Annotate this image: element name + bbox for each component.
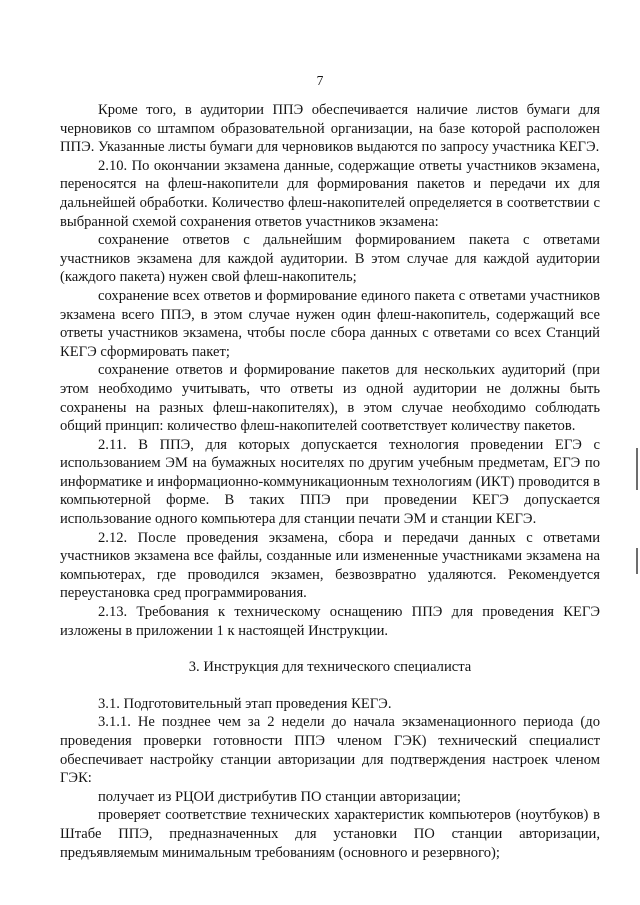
paragraph-multi-room-packets: сохранение ответов и формирование пакетов для нескольких аудиторий (при этом необходимо учитывать, что ответы из одной аудитории не должны быть сохранены на разных флеш-накопителях), в этом случае необходимо соблюдать общий принцип: количество флеш-накопителей соответствует количеству пакетов. [60, 362, 600, 435]
page-number: 7 [316, 73, 324, 88]
paragraph-3-1-1: 3.1.1. Не позднее чем за 2 недели до начала экзаменационного периода (до проведения проверки готовности ППЭ членом ГЭК) технический специалист обеспечивает настройку станции авторизации для подтверждения настроек членом ГЭК: [60, 714, 600, 787]
section-heading: 3. Инструкция для технического специалиста [188, 659, 472, 676]
paragraph-distribution: получает из РЦОИ дистрибутив ПО станции авторизации; [98, 788, 461, 805]
paragraph-single-packet: сохранение всех ответов и формирование единого пакета с ответами участников экзамена всего ППЭ, в этом случае нужен один флеш-накопитель, содержащий все ответы участников экзамена, чтобы после сбора данных с ответами со всех Станций КЕГЭ сформировать пакет; [60, 287, 600, 360]
paragraph-2-12: 2.12. После проведения экзамена, сбора и передачи данных с ответами участников экзамена все файлы, созданные или измененные участниками экзамена на компьютерах, где проводился экзамен, безвозвратно удаляются. Рекомендуется переустановка сред программирования. [60, 529, 600, 602]
paragraph-2-13: 2.13. Требования к техническому оснащению ППЭ для проведения КЕГЭ изложены в приложении 1 к настоящей Инструкции. [60, 604, 600, 639]
scan-edge-mark [636, 448, 638, 490]
paragraph-2-10: 2.10. По окончании экзамена данные, содержащие ответы участников экзамена, переносятся на флеш-накопители для формирования пакетов и передачи их для дальнейшей обработки. Количество флеш-накопителей определяется в соответствии с выбранной схемой сохранения ответов участников экзамена: [60, 157, 600, 230]
scan-edge-mark [636, 548, 638, 574]
document-body [60, 101, 600, 862]
paragraph-2-11: 2.11. В ППЭ, для которых допускается технология проведении ЕГЭ с использованием ЭМ на бумажных носителях по другим учебным предметам, ЕГЭ по информатике и информационно-коммуникационным технологиям (ИКТ) проводится в компьютерной форме. В таких ППЭ при проведении КЕГЭ допускается использование одного компьютера для станции печати ЭМ и станции КЕГЭ. [60, 436, 600, 528]
paragraph-hardware-check: проверяет соответствие технических характеристик компьютеров (ноутбуков) в Штабе ППЭ, предназначенных для установки ПО станции авторизации, предъявляемым минимальным требованиям (основного и резервного); [60, 807, 600, 861]
paragraph-per-room-packets: сохранение ответов с дальнейшим формированием пакета с ответами участников экзамена для каждой аудитории. В этом случае для каждой аудитории (каждого пакета) нужен свой флеш-накопитель; [60, 232, 600, 286]
paragraph-draft-paper: Кроме того, в аудитории ППЭ обеспечивается наличие листов бумаги для черновиков со штампом образовательной организации, на базе которой расположен ППЭ. Указанные листы бумаги для черновиков выдаются по запросу участника КЕГЭ. [60, 102, 600, 156]
paragraph-3-1: 3.1. Подготовительный этап проведения КЕГЭ. [98, 695, 392, 712]
